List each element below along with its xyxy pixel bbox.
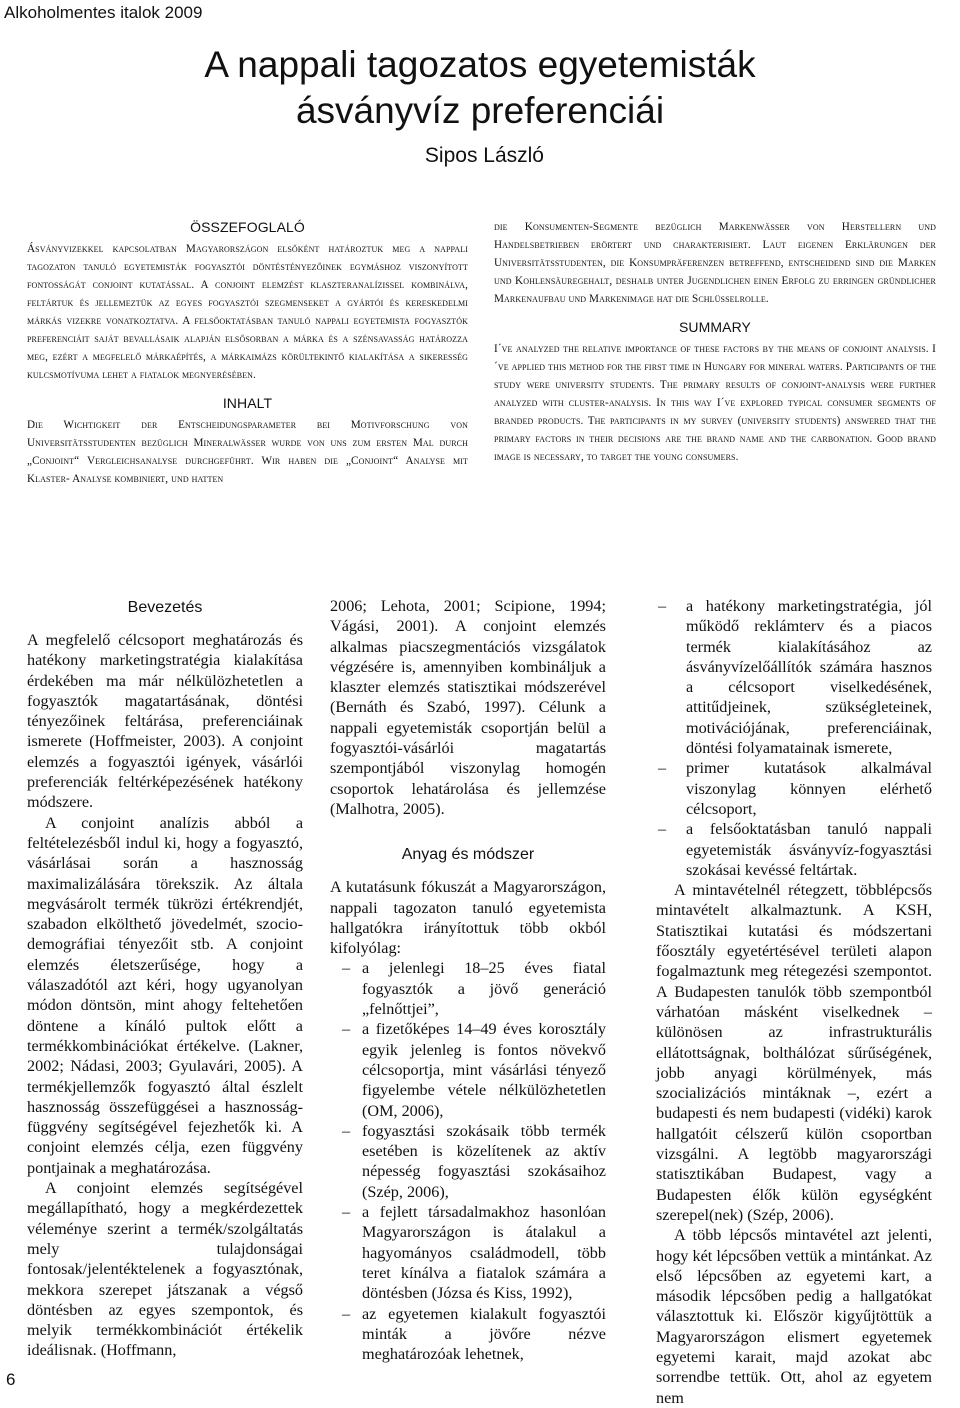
- abstract-de-text-part2: die Konsumenten-Segmente bezüglich Markenwässer von Herstellern und Handelsbetrieben erörtert und charakterisiert. Laut eigenen Erklärungen der Universitätsstudenten, die Konsumpräferenzen betreffend, entscheidend sind die Marken und Kohlensäuregehalt, deshalb unter Jugendlichen einen Erfolg zu erringen gründlicher Markenaufbau und Markenimage hat die Schlüsselrolle.: [494, 221, 936, 305]
- methods-heading: Anyag és módszer: [401, 846, 535, 864]
- methods-paragraph-3: A több lépcsős mintavétel azt jelenti, hogy két lépcsőben vettük a mintánkat. Az első lépcsőben az egyetemi kart, a második lépcsőben pedig a hallgatókat választottuk ki. Először kigyűjtöttük a Magyarországon elismert egyetemek egyetemi karait, majd azokat abc sorrendbe tettük. Ott, ahol az egyetem nem: [656, 1226, 932, 1407]
- body-column-2: [330, 596, 606, 1364]
- abstract-en-heading: SUMMARY: [678, 319, 751, 335]
- article-title: [60, 42, 900, 134]
- methods-paragraph-2: A mintavételnél rétegzett, többlépcsős mintavételt alkalmaztunk. A KSH, Statisztikai kutatási és módszertani főosztály egyetértésével területi alapon fogalmaztunk meg rétegezési szempontot. A Budapesten tanulók több szempontból várhatóan másként viselkednek – különösen az infrastrukturális ellátottságnak, bolthálózat sűrűségének, jobb anyagi körülmények, más szocializációs mintáknak –, ezért a budapesti és nem budapesti (vidéki) karok hallgatóit célszerű külön csoportban vizsgálni. A legtöbb magyarországi statisztikában Budapest, vagy a Budapesten élők külön egységként szerepel(nek) (Szép, 2006).: [656, 881, 932, 1224]
- abstract-en-text: I´ve analyzed the relative importance of these factors by the means of conjoint analysis. I´ve applied this method for the first time in Hungary for mineral waters. Participants of the study were university students. The primary results of conjoint-analysis were further analyzed with cluster-analysis. In this way I´ve explored typical consumer segments of branded products. The participants in my survey (university students) answered that the primary factors in their decisions are the brand name and the carbonation. Good brand image is necessary, to target the young consumers.: [494, 343, 936, 463]
- page-number: 6: [6, 1370, 16, 1389]
- body-column-3: [656, 596, 932, 1408]
- author-name: Sipos László: [424, 144, 544, 167]
- abstract-hu-text: Ásványvizekkel kapcsolatban Magyarországon elsőként határoztuk meg a nappali tagozaton tanuló egyetemisták fogyasztói döntéstényezőinek egymáshoz viszonyított fontosságát conjoint kutatással. A conjoint elemzést klaszteranalízissel kombinálva, feltártuk és jellemeztük az egyes fogyasztói szegmenseket a gyártói és kereskedelmi márkás vizekre vonatkoztatva. A felsőoktatásban tanuló nappali egyetemista fogyasztók preferenciáit saját bevallásaik alapján elsősorban a márka és a szénsavasság határozza meg, ezért a megfelelő márkaépítés, a márkaimázs körültekintő kialakítása a sikeresség kulcsmotívuma lehet a fiatalok megnyerésében.: [27, 243, 468, 381]
- intro-paragraph-3: A conjoint elemzés segítségével megállapítható, hogy a megkérdezettek véleménye szerint a termék/szolgáltatás mely tulajdonságai fontosak/jelentéktelenek a fogyasztónak, mekkora szerepet játszanak a végső döntésben az egyes szempontok, és melyik termékkombinációt értékelik ideálisnak. (Hoffmann,: [27, 1179, 303, 1360]
- list-item: – primer kutatások alkalmával viszonylag könnyen elérhető célcsoport,: [656, 758, 932, 819]
- abstract-de-text-part1: Die Wichtigkeit der Entscheidungsparameter bei Motivforschung von Universitätsstudenten bezüglich Mineralwässer wurde von uns zum ersten Mal durch „Conjoint“ Vergleichsanalyse durchgeführt. Wir haben die „Conjoint“ Analyse mit Klaster- Analyse kombiniert, und hatten: [27, 419, 468, 485]
- list-item: – a jelenlegi 18–25 éves fiatal fogyasztók a jövő generáció „felnőttjei”,: [330, 958, 606, 1019]
- list-item: – a fejlett társadalmakhoz hasonlóan Magyarországon is átalakul a hagyományos családmodell, több teret kínálva a fiatalok számára a döntésben (Józsa és Kiss, 1992),: [330, 1202, 606, 1303]
- list-item: – fogyasztási szokásaik több termék esetében is közelítenek az aktív népesség fogyasztási szokásaihoz (Szép, 2006),: [330, 1121, 606, 1202]
- intro-paragraph-2: A conjoint analízis abból a feltételezésből indul ki, hogy a fogyasztó, vásárlásai során a hasznosság maximalizálására törekszik. Az általa megvásárolt termék tükrözi értékrendjét, szabadon elkölthető jövedelmét, szocio-demográfiai tényezőit stb. A conjoint elemzés életszerűsége, hogy a válaszadótól azt kéri, hogy ugyanolyan módon döntsön, mint ahogy feltehetően döntene a kínáló pultok előtt a termékkombinációkat értékelve. (Lakner, 2002; Nádasi, 2003; Gyulavári, 2005). A termékjellemzők fogyasztó által észlelt hasznosság összefüggései a hasznosság-függvény segítségével fejezhetők ki. A conjoint elemzés célja, ezen függvény pontjainak a meghatározása.: [27, 813, 303, 1177]
- intro-paragraph-1: A megfelelő célcsoport meghatározás és hatékony marketingstratégia kialakítása érdekében ma már nélkülözhetetlen a fogyasztók magatartásának, döntési tényezőinek feltárása, preferenciáinak ismerete (Hoffmeister, 2003). A conjoint elemzés a fogyasztói igények, vásárlói preferenciák feltérképezésének hatékony módszere.: [27, 631, 303, 812]
- running-head: Alkoholmentes italok 2009: [4, 3, 203, 22]
- intro-heading: Bevezetés: [127, 599, 203, 616]
- abstract-column-left: [27, 218, 468, 498]
- reasons-list-continued: [656, 596, 932, 880]
- title-line-1: A nappali tagozatos egyetemisták: [204, 44, 756, 85]
- body-column-1: [27, 596, 303, 1361]
- abstract-hu-heading: ÖSSZEFOGLALÓ: [190, 219, 305, 235]
- list-item: – a hatékony marketingstratégia, jól működő reklámterv és a piacos termék kialakításához az ásványvízelőállítók számára hasznos a célcsoport viselkedésének, attitűdjeinek, szükségleteinek, motivációjának, preferenciáinak, döntési folyamatainak ismerete,: [656, 596, 932, 758]
- abstract-column-right: [494, 218, 936, 476]
- list-item: – az egyetemen kialakult fogyasztói minták a jövőre nézve meghatározóak lehetnek,: [330, 1304, 606, 1365]
- list-item: – a fizetőképes 14–49 éves korosztály egyik jelenleg is fontos növekvő célcsoportja, mint vásárlási tényező figyelembe vétele nélkülözhetetlen (OM, 2006),: [330, 1019, 606, 1120]
- abstract-de-heading: INHALT: [222, 395, 273, 411]
- intro-paragraph-4: 2006; Lehota, 2001; Scipione, 1994; Vágási, 2001). A conjoint elemzés alkalmas piacszegmentációs vizsgálatok végzésére is, amennyiben kombináljuk a klaszter elemzés statisztikai módszerével (Bernáth és Szabó, 1997). Célunk a nappali egyetemisták csoportján belül a fogyasztói-vásárlói magatartás szempontjából viszonylag homogén csoportok lehatárolása és jellemzése (Malhotra, 2005).: [330, 597, 606, 818]
- reasons-list: [330, 958, 606, 1364]
- methods-paragraph-1: A kutatásunk fókuszát a Magyarországon, nappali tagozaton tanuló egyetemista hallgatókra irányítottuk több okból kifolyólag:: [330, 878, 606, 958]
- title-line-2: ásványvíz preferenciái: [295, 90, 665, 131]
- list-item: – a felsőoktatásban tanuló nappali egyetemisták ásványvíz-fogyasztási szokásai kevéssé feltártak.: [656, 819, 932, 880]
